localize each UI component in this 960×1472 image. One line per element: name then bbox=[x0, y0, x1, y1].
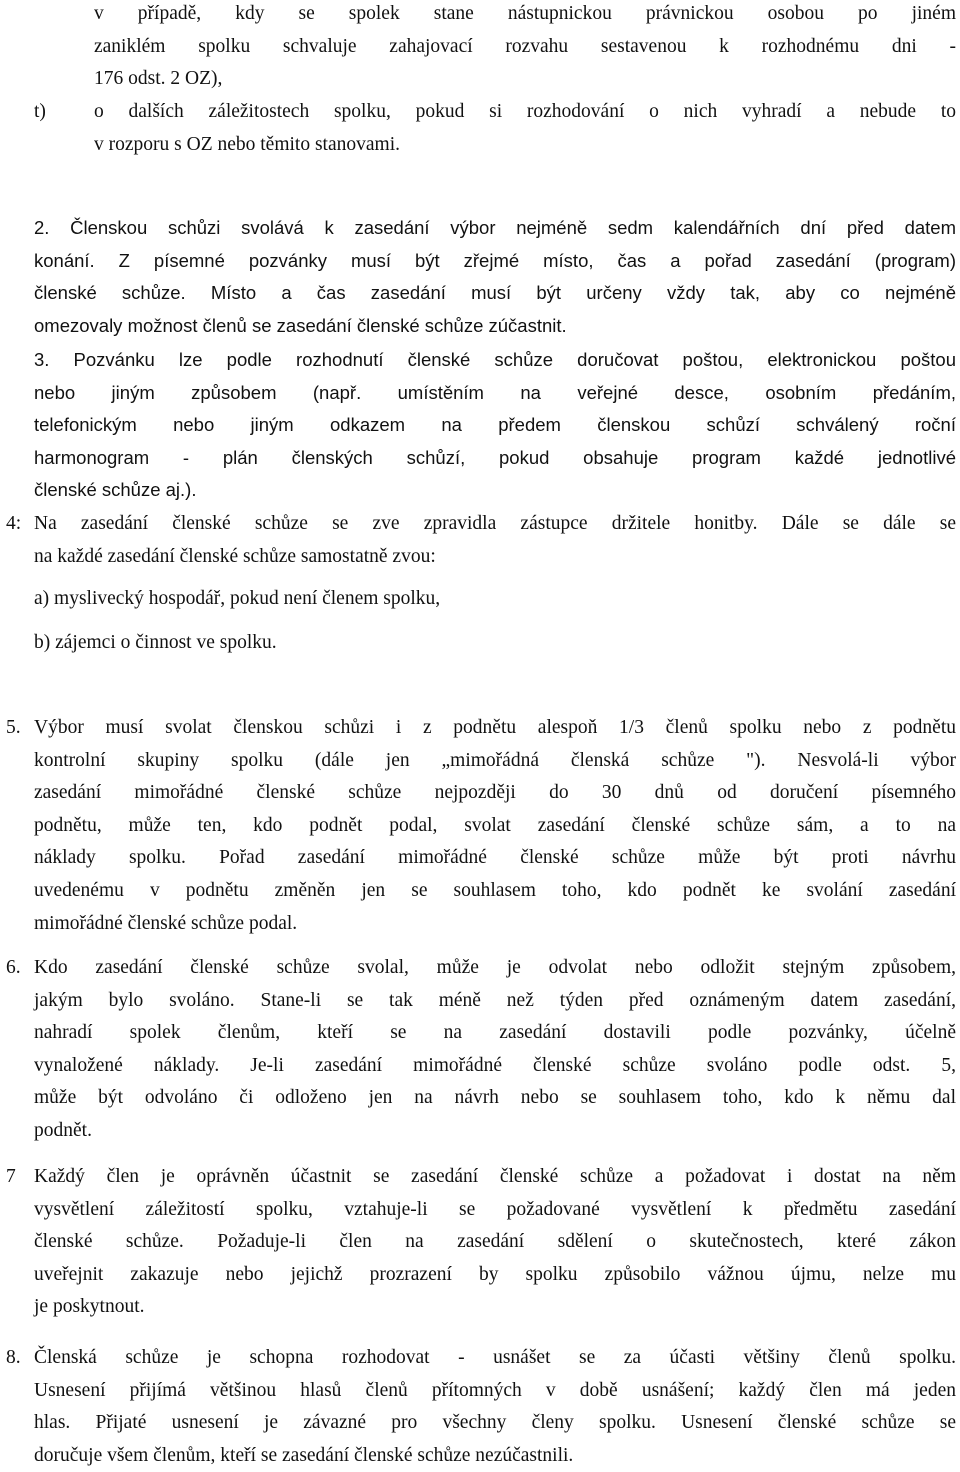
text-line: jakým bylo svoláno. Stane-li se tak méně než týden před oznámeným datem zasedání, bbox=[34, 989, 956, 1011]
section-4-sub-a: a) myslivecký hospodář, pokud není členem spolku, bbox=[34, 588, 441, 609]
text-line: náklady spolku. Pořad zasedání mimořádné členské schůze může být proti návrhu bbox=[34, 847, 956, 869]
section-4-marker: 4: bbox=[6, 513, 22, 534]
text-line: Na zasedání členské schůze se zve zpravidla zástupce držitele honitby. Dále se dále se bbox=[34, 513, 956, 534]
text-line: členské schůze. Požaduje-li člen na zasedání sdělení o skutečnostech, které zákon bbox=[34, 1231, 956, 1253]
text-line: vynaložené náklady. Je-li zasedání mimořádné členské schůze svoláno podle odst. 5, bbox=[34, 1054, 956, 1076]
text-line: může být odvoláno či odloženo jen na návrh nebo se souhlasem toho, kdo k němu dal bbox=[34, 1087, 956, 1109]
text-line: harmonogram - plán členských schůzí, pokud obsahuje program každé jednotlivé bbox=[34, 446, 956, 468]
text-line: Výbor musí svolat členskou schůzi i z podnětu alespoň 1/3 členů spolku nebo z podnětu bbox=[34, 717, 956, 738]
text-line: na každé zasedání členské schůze samostatně zvou: bbox=[34, 545, 436, 567]
text-line: uveřejnit zakazuje nebo jejichž prozrazení by spolku způsobilo vážnou újmu, nelze mu bbox=[34, 1263, 956, 1285]
text-line: 3. Pozvánku lze podle rozhodnutí členské schůze doručovat poštou, elektronickou poštou bbox=[34, 349, 956, 370]
text-line: nahradí spolek členům, kteří se na zasedání dostavili podle pozvánky, účelně bbox=[34, 1022, 956, 1044]
text-line: členské schůze. Místo a čas zasedání musí být určeny vždy tak, aby co nejméně bbox=[34, 282, 956, 304]
text-line: hlas. Přijaté usnesení je závazné pro všechny členy spolku. Usnesení členské schůze se bbox=[34, 1412, 956, 1434]
section-4 bbox=[34, 508, 956, 573]
text-line: Usnesení přijímá většinou hlasů členů přítomných v době usnášení; každý člen má jeden bbox=[34, 1379, 956, 1401]
text-line: telefonickým nebo jiným odkazem na předem členskou schůzí schválený roční bbox=[34, 414, 956, 436]
section-3 bbox=[34, 344, 956, 507]
text-line: Členská schůze je schopna rozhodovat - usnášet se za účasti většiny členů spolku. bbox=[34, 1347, 956, 1368]
section-7-marker: 7 bbox=[6, 1166, 16, 1187]
text-line: v případě, kdy se spolek stane nástupnickou právnickou osobou po jiném bbox=[94, 3, 956, 24]
text-line: kontrolní skupiny spolku (dále jen „mimořádná členská schůze "). Nesvolá-li výbor bbox=[34, 749, 956, 771]
text-line: omezovaly možnost členů se zasedání členské schůze zúčastnit. bbox=[34, 314, 567, 336]
text-line: mimořádné členské schůze podal. bbox=[34, 912, 298, 934]
text-line: o dalších záležitostech spolku, pokud si rozhodování o nich vyhradí a nebude to bbox=[94, 101, 956, 122]
section-2 bbox=[34, 212, 956, 342]
text-line: uvedenému v podnětu změněn jen se souhlasem toho, kdo podnět ke svolání zasedání bbox=[34, 879, 956, 901]
item-t bbox=[94, 96, 956, 161]
section-5-marker: 5. bbox=[6, 717, 21, 738]
text-line: Kdo zasedání členské schůze svolal, může je odvolat nebo odložit stejným způsobem, bbox=[34, 957, 956, 978]
section-6-marker: 6. bbox=[6, 957, 21, 978]
text-line: je poskytnout. bbox=[34, 1296, 145, 1318]
text-line: členské schůze aj.). bbox=[34, 479, 197, 501]
section-6 bbox=[34, 952, 956, 1148]
item-t-marker: t) bbox=[34, 101, 46, 122]
section-8 bbox=[34, 1342, 956, 1472]
text-line: nebo jiným způsobem (např. umístěním na veřejné desce, osobním předáním, bbox=[34, 381, 956, 403]
text-line: zasedání mimořádné členské schůze nejpozději do 30 dnů od doručení písemného bbox=[34, 782, 956, 804]
text-line: Každý člen je oprávněn účastnit se zasedání členské schůze a požadovat i dostat na něm bbox=[34, 1166, 956, 1187]
text-line: podnětu, může ten, kdo podnět podal, svolat zasedání členské schůze sám, a to na bbox=[34, 814, 956, 836]
text-line: zaniklém spolku schvaluje zahajovací rozvahu sestavenou k rozhodnému dni - bbox=[94, 35, 956, 57]
text-line: podnět. bbox=[34, 1119, 92, 1141]
text-line: v rozporu s OZ nebo těmito stanovami. bbox=[94, 133, 400, 155]
text-line: konání. Z písemné pozvánky musí být zřejmé místo, čas a pořad zasedání (program) bbox=[34, 249, 956, 271]
text-line: doručuje všem členům, kteří se zasedání členské schůze nezúčastnili. bbox=[34, 1444, 574, 1466]
section-5 bbox=[34, 712, 956, 940]
text-line: 176 odst. 2 OZ), bbox=[94, 68, 223, 90]
text-line: 2. Členskou schůzi svolává k zasedání výbor nejméně sedm kalendářních dní před datem bbox=[34, 217, 956, 238]
section-8-marker: 8. bbox=[6, 1347, 21, 1368]
intro-item bbox=[94, 0, 956, 96]
section-7 bbox=[34, 1161, 956, 1324]
section-4-sub-b: b) zájemci o činnost ve spolku. bbox=[34, 632, 277, 653]
text-line: vysvětlení záležitostí spolku, vztahuje-li se požadované vysvětlení k předmětu zasedání bbox=[34, 1198, 956, 1220]
